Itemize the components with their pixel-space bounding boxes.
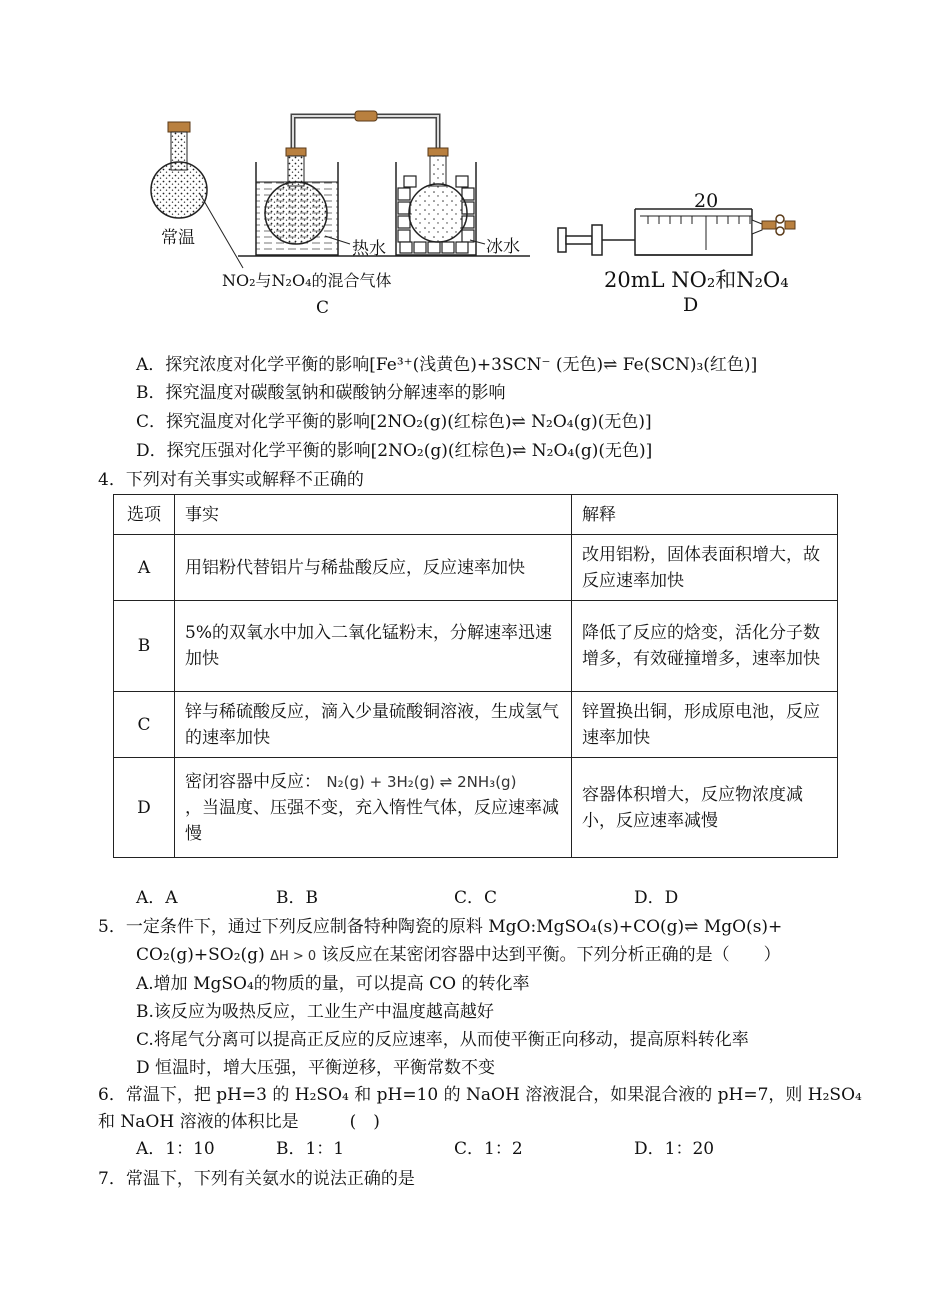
q6-choice-d: D．1：20 xyxy=(634,1139,715,1159)
q5-stem-line1: 5．一定条件下，通过下列反应制备特种陶瓷的原料 MgO:MgSO₄(s)+CO(g)⇌ MgO(s)+ xyxy=(98,917,783,937)
label-d: D xyxy=(683,294,699,316)
q5-option-b: B.该反应为吸热反应，工业生产中温度越高越好 xyxy=(136,1002,494,1022)
label-hot-water: 热水 xyxy=(352,239,386,259)
row-option: B xyxy=(114,601,175,692)
q4-choice-d: D．D xyxy=(634,888,679,908)
syringe xyxy=(558,209,795,255)
table-header-row xyxy=(114,495,838,535)
row-option: D xyxy=(114,758,175,858)
q5-question: 该反应在某密闭容器中达到平衡。下列分析正确的是（ ） xyxy=(321,945,781,965)
label-mixture: NO₂与N₂O₄的混合气体 xyxy=(222,271,392,290)
q5-delta-h: ΔH > 0 xyxy=(270,949,317,964)
hot-water-beaker xyxy=(256,148,338,255)
table-row xyxy=(114,692,838,758)
row-explanation: 容器体积增大，反应物浓度减小，反应速率减慢 xyxy=(572,758,838,858)
table-row xyxy=(114,601,838,692)
row-fact: 锌与稀硫酸反应，滴入少量硫酸铜溶液，生成氢气的速率加快 xyxy=(175,692,572,758)
q5-products: CO₂(g)+SO₂(g) xyxy=(136,945,265,965)
q3-option-d: D．探究压强对化学平衡的影响[2NO₂(g)(红棕色)⇌ N₂O₄(g)(无色)] xyxy=(136,441,653,461)
row-option: A xyxy=(114,535,175,601)
q5-option-d: D 恒温时，增大压强，平衡逆移，平衡常数不变 xyxy=(136,1058,496,1078)
q4-stem: 4．下列对有关事实或解释不正确的 xyxy=(98,470,364,490)
row-option: C xyxy=(114,692,175,758)
fact-suffix: ，当温度、压强不变，充入惰性气体，反应速率减慢 xyxy=(185,797,559,844)
q4-choice-b: B．B xyxy=(276,888,318,908)
q4-table xyxy=(113,494,838,858)
syringe-caption: 20mL NO₂和N₂O₄ xyxy=(604,268,789,292)
q6-stem-line2: 和 NaOH 溶液的体积比是 ( ) xyxy=(98,1112,380,1132)
q3-option-c: C．探究温度对化学平衡的影响[2NO₂(g)(红棕色)⇌ N₂O₄(g)(无色)] xyxy=(136,412,652,432)
label-room-temp: 常温 xyxy=(161,228,195,248)
header-explanation: 解释 xyxy=(572,495,838,535)
header-fact: 事实 xyxy=(175,495,572,535)
ice-water-beaker xyxy=(396,148,476,255)
row-explanation: 改用铝粉，固体表面积增大，故反应速率加快 xyxy=(572,535,838,601)
table-row xyxy=(114,758,838,858)
q3-option-b: B．探究温度对碳酸氢钠和碳酸钠分解速率的影响 xyxy=(136,383,506,403)
row-fact: 5%的双氧水中加入二氧化锰粉末，分解速率迅速加快 xyxy=(175,601,572,692)
row-explanation: 降低了反应的焓变，活化分子数增多，有效碰撞增多，速率加快 xyxy=(572,601,838,692)
row-explanation: 锌置换出铜，形成原电池，反应速率加快 xyxy=(572,692,838,758)
q6-choice-b: B．1：1 xyxy=(276,1139,345,1159)
table-row xyxy=(114,535,838,601)
q4-choice-a: A．A xyxy=(136,888,178,908)
label-ice-water: 冰水 xyxy=(486,237,520,257)
q4-choice-c: C．C xyxy=(454,888,498,908)
q5-option-a: A.增加 MgSO₄的物质的量，可以提高 CO 的转化率 xyxy=(136,974,530,994)
header-option: 选项 xyxy=(114,495,175,535)
apparatus-figure xyxy=(0,0,950,330)
row-fact xyxy=(175,758,572,858)
q5-option-c: C.将尾气分离可以提高正反应的反应速率，从而使平衡正向移动，提高原料转化率 xyxy=(136,1030,749,1050)
q6-choice-a: A．1：10 xyxy=(136,1139,215,1159)
q3-option-a: A．探究浓度对化学平衡的影响[Fe³⁺(浅黄色)+3SCN⁻ (无色)⇌ Fe(SCN)₃(红色)] xyxy=(136,355,758,375)
q6-choice-c: C．1：2 xyxy=(454,1139,523,1159)
row-fact: 用铝粉代替铝片与稀盐酸反应，反应速率加快 xyxy=(175,535,572,601)
q6-stem-line1: 6．常温下，把 pH=3 的 H₂SO₄ 和 pH=10 的 NaOH 溶液混合，如果混合液的 pH=7，则 H₂SO₄ xyxy=(98,1085,862,1105)
q7-stem: 7．常温下，下列有关氨水的说法正确的是 xyxy=(98,1169,415,1189)
label-c: C xyxy=(316,298,330,318)
room-temp-flask xyxy=(151,122,207,218)
q5-stem-line2 xyxy=(136,942,781,970)
nh3-equation: N₂(g) + 3H₂(g) ⇌ 2NH₃(g) xyxy=(326,772,517,791)
fact-prefix: 密闭容器中反应： xyxy=(185,771,321,792)
syringe-scale: 20 xyxy=(694,190,719,212)
